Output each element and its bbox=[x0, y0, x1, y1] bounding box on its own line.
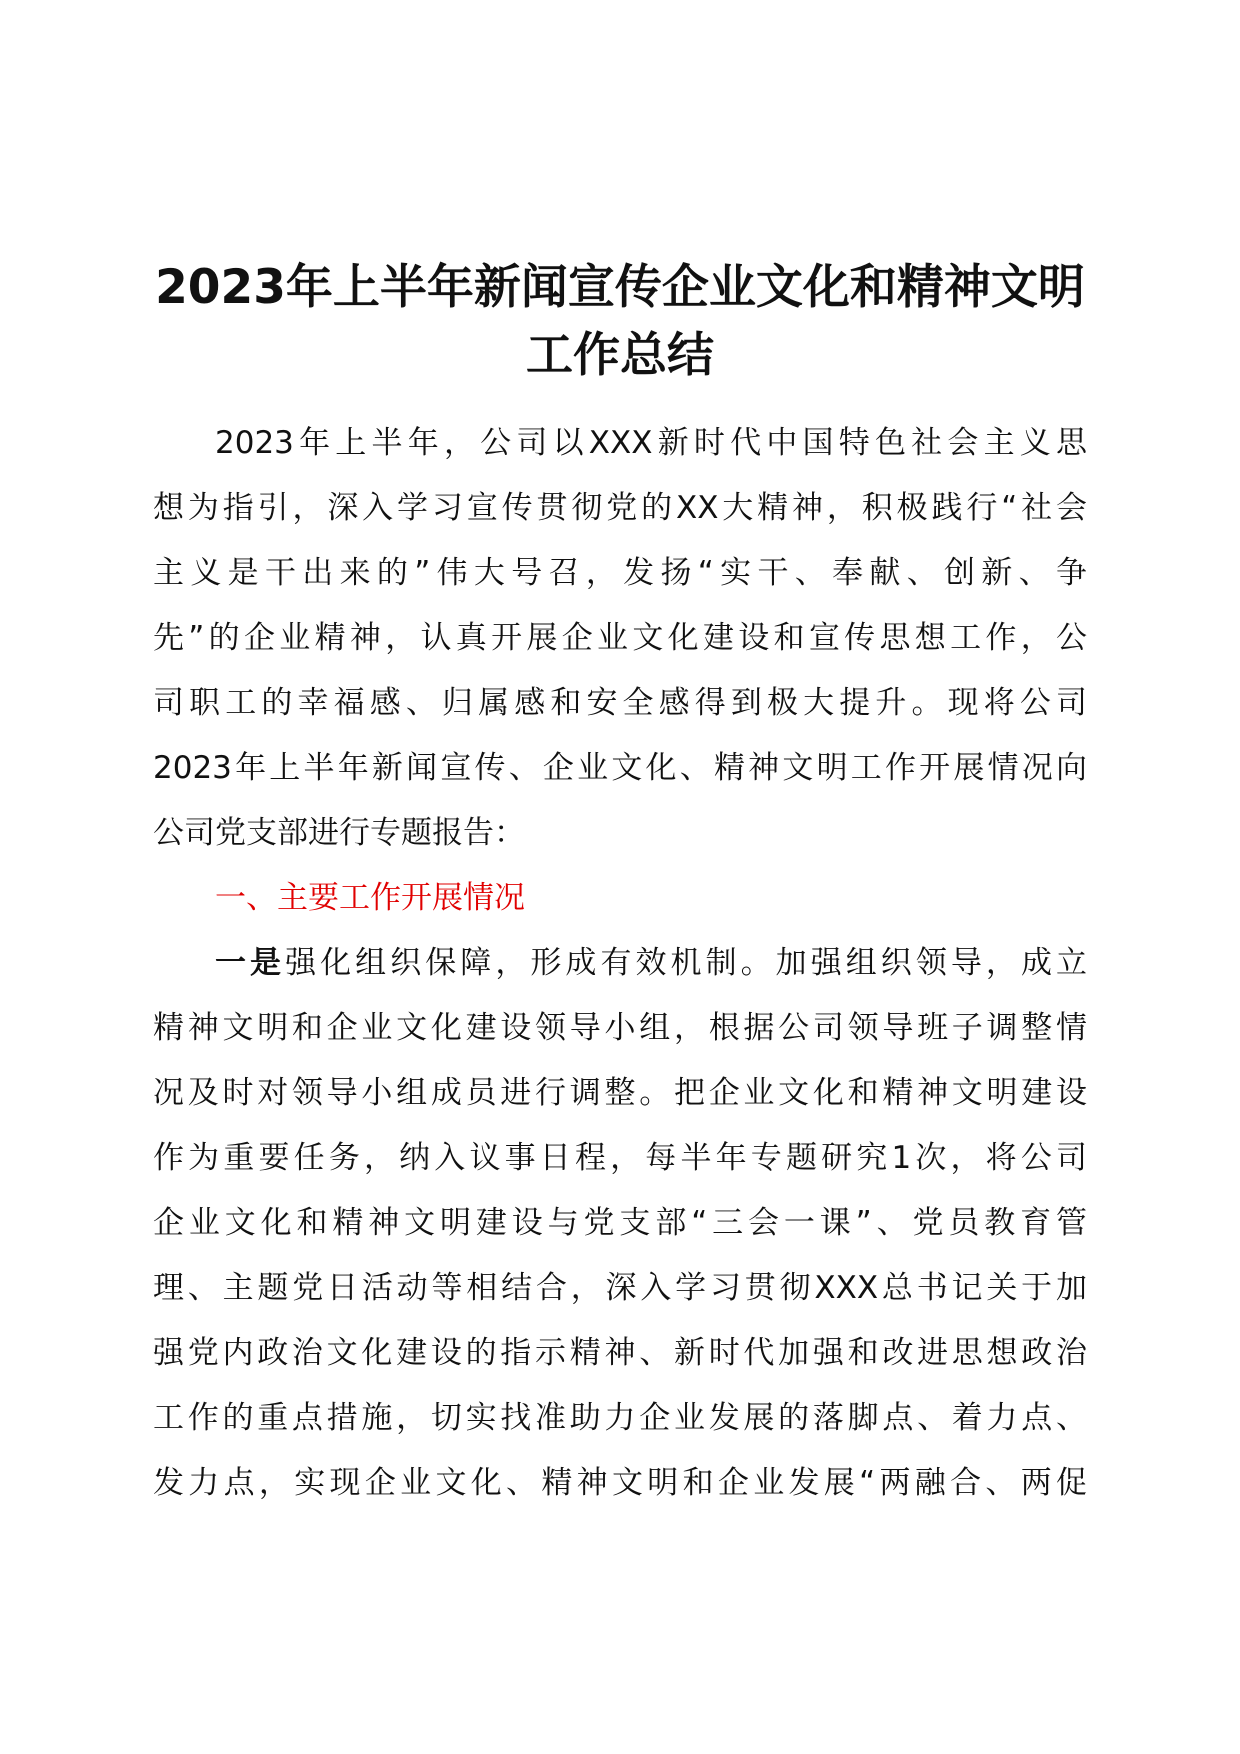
paragraph-line: 作为重要任务，纳入议事日程，每半年专题研究1次，将公司 bbox=[153, 1140, 1087, 1176]
item-paragraph bbox=[153, 931, 1087, 1516]
paragraph-line: 工作的重点措施，切实找准助力企业发展的落脚点、着力点、 bbox=[153, 1400, 1087, 1436]
section-heading: 一、主要工作开展情况 bbox=[215, 880, 525, 916]
paragraph-line: 况及时对领导小组成员进行调整。把企业文化和精神文明建设 bbox=[153, 1075, 1087, 1111]
paragraph-line: 精神文明和企业文化建设领导小组，根据公司领导班子调整情 bbox=[153, 1010, 1087, 1046]
paragraph-line: 主义是干出来的”伟大号召，发扬“实干、奉献、创新、争 bbox=[153, 555, 1087, 591]
lead-text: 强化组织保障，形成有效机制。加强组织领导，成立 bbox=[285, 945, 1087, 981]
paragraph-line: 想为指引，深入学习宣传贯彻党的XX大精神，积极践行“社会 bbox=[153, 490, 1087, 526]
paragraph-line: 司职工的幸福感、归属感和安全感得到极大提升。现将公司 bbox=[153, 685, 1087, 721]
document-body bbox=[153, 411, 1087, 1516]
paragraph-line: 强党内政治文化建设的指示精神、新时代加强和改进思想政治 bbox=[153, 1335, 1087, 1371]
paragraph-line: 先”的企业精神，认真开展企业文化建设和宣传思想工作，公 bbox=[153, 620, 1087, 656]
paragraph-line: 发力点，实现企业文化、精神文明和企业发展“两融合、两促 bbox=[153, 1465, 1087, 1501]
intro-paragraph bbox=[153, 411, 1087, 866]
document-title-line-2: 工作总结 bbox=[526, 328, 714, 383]
paragraph-line: 企业文化和精神文明建设与党支部“三会一课”、党员教育管 bbox=[153, 1205, 1087, 1241]
paragraph-line: 理、主题党日活动等相结合，深入学习贯彻XXX总书记关于加 bbox=[153, 1270, 1087, 1306]
paragraph-first-line bbox=[153, 931, 1087, 996]
paragraph-line: 2023年上半年新闻宣传、企业文化、精神文明工作开展情况向 bbox=[153, 750, 1087, 786]
paragraph-line: 2023年上半年，公司以XXX新时代中国特色社会主义思 bbox=[215, 425, 1087, 461]
lead-label: 一是 bbox=[215, 945, 286, 981]
document-title-line-1: 2023年上半年新闻宣传企业文化和精神文明 bbox=[155, 260, 1085, 315]
paragraph-line: 公司党支部进行专题报告： bbox=[153, 815, 525, 851]
